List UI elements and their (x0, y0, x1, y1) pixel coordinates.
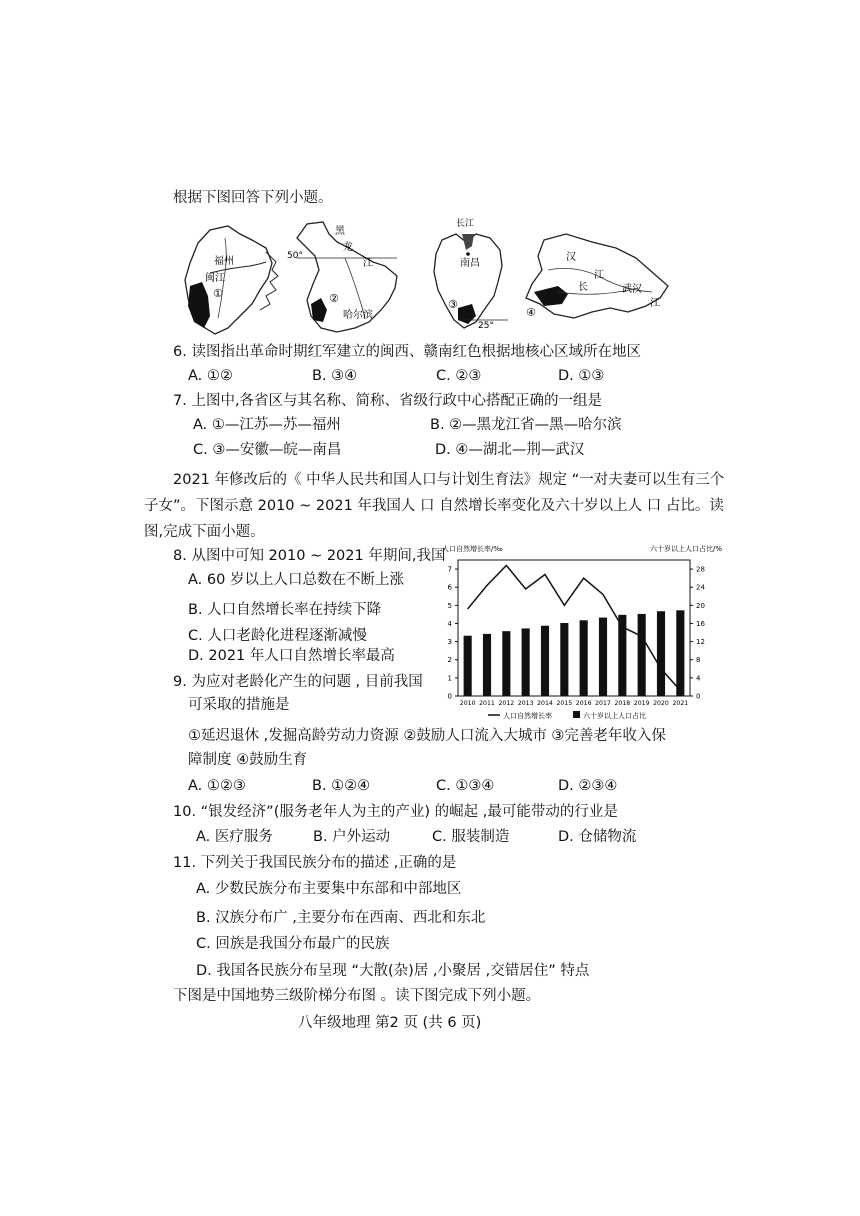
x-tick-label: 2010 (459, 700, 476, 707)
q6-option-b: B. ③④ (312, 368, 358, 384)
bar-2014 (541, 626, 549, 696)
q8-stem: 8. 从图中可知 2010 ~ 2021 年期间,我国 (173, 548, 446, 564)
q8-option-b: B. 人口自然增长率在持续下降 (188, 602, 382, 618)
q11-option-b: B. 汉族分布广 ,主要分布在西南、西北和东北 (196, 910, 486, 926)
q10-option-d: D. 仓储物流 (558, 829, 637, 845)
left-tick-label: 1 (447, 674, 452, 683)
x-tick-label: 2017 (595, 700, 611, 707)
bar-2021 (676, 610, 684, 696)
bar-2013 (522, 628, 530, 696)
x-tick-label: 2018 (614, 700, 631, 707)
left-tick-label: 2 (447, 656, 452, 665)
q9-option-a: A. ①②③ (188, 778, 246, 794)
chart-legend (488, 711, 646, 720)
q7-stem: 7. 上图中,各省区与其名称、简称、省级行政中心搭配正确的一组是 (173, 393, 603, 409)
right-tick-label: 12 (696, 638, 705, 647)
passage2-line1: 2021 年修改后的《 中华人民共和国人口与计划生育法》规定 “一对夫妻可以生有三个 (173, 472, 725, 488)
chart-legend-bar: 六十岁以上人口占比 (583, 712, 646, 720)
map2-jiang: 江 (363, 258, 373, 269)
map4-han: 汉 (566, 252, 576, 263)
left-tick-label: 3 (447, 638, 452, 647)
q8-option-a: A. 60 岁以上人口总数在不断上涨 (188, 572, 404, 588)
q8-option-d: D. 2021 年人口自然增长率最高 (188, 648, 395, 664)
left-tick-label: 4 (447, 619, 452, 628)
x-tick-label: 2013 (517, 700, 534, 707)
q9-option-d: D. ②③④ (558, 778, 618, 794)
q6-option-d: D. ①③ (558, 368, 605, 384)
q7-option-a: A. ①—江苏—苏—福州 (193, 417, 341, 433)
bar-2015 (560, 623, 568, 696)
q9-stem-2: 可采取的措施是 (188, 697, 290, 713)
right-tick-label: 24 (696, 583, 705, 592)
x-tick-label: 2014 (537, 700, 553, 707)
x-tick-label: 2016 (575, 700, 592, 707)
right-tick-label: 28 (696, 565, 705, 574)
x-tick-label: 2012 (498, 700, 515, 707)
bar-2020 (657, 611, 665, 696)
q11-stem: 11. 下列关于我国民族分布的描述 ,正确的是 (173, 855, 457, 871)
q7-option-b: B. ②—黑龙江省—黑—哈尔滨 (430, 417, 622, 433)
bar-2017 (599, 618, 607, 696)
q9-stem-1: 9. 为应对老龄化产生的问题 , 目前我国 (173, 674, 423, 690)
chart-plot-area (448, 560, 706, 707)
map1-num: ① (213, 287, 223, 300)
map-4 (518, 228, 678, 332)
left-tick-label: 5 (447, 601, 452, 610)
bar-2012 (502, 631, 510, 696)
x-tick-label: 2011 (479, 700, 495, 707)
map1-fuzhou: 福州 (214, 256, 234, 267)
map4-chang: 长 (578, 282, 588, 293)
next-question-intro: 下图是中国地势三级阶梯分布图 。读下图完成下列小题。 (173, 988, 541, 1004)
q11-option-a: A. 少数民族分布主要集中东部和中部地区 (196, 881, 462, 897)
bar-2011 (483, 634, 491, 696)
page-footer: 八年级地理 第2 页 (共 6 页) (298, 1015, 482, 1031)
map2-num: ② (329, 292, 339, 305)
map2-hei: 黑 (335, 226, 345, 237)
q7-option-d: D. ④—湖北—荆—武汉 (435, 442, 585, 458)
map-2 (285, 218, 410, 342)
chart-legend-line: 人口自然增长率 (503, 712, 552, 720)
map2-long: 龙 (343, 242, 353, 253)
map4-jiang2: 江 (650, 298, 660, 309)
intro-text: 根据下图回答下列小题。 (173, 190, 333, 206)
bar-2016 (580, 620, 588, 696)
right-tick-label: 0 (696, 692, 701, 701)
q9-option-c: C. ①③④ (436, 778, 495, 794)
population-chart (438, 540, 728, 724)
map-3 (428, 212, 518, 336)
right-tick-label: 20 (696, 601, 705, 610)
q8-option-c: C. 人口老龄化进程逐渐减慢 (188, 628, 367, 644)
growth-rate-line (468, 565, 681, 690)
right-tick-label: 16 (696, 619, 705, 628)
map3-nanchang: 南昌 (460, 258, 480, 269)
q10-option-a: A. 医疗服务 (196, 829, 273, 845)
map2-harbin: 哈尔滨 (343, 310, 373, 321)
q9-option-b: B. ①②④ (312, 778, 371, 794)
passage2-line2: 子女”。下图示意 2010 ~ 2021 年我国人 口 自然增长率变化及六十岁以上人 口 占比。读 (144, 498, 724, 514)
x-tick-label: 2019 (633, 700, 650, 707)
map1-minjiang: 闽江 (205, 273, 225, 284)
q7-option-c: C. ③—安徽—皖—南昌 (193, 442, 342, 458)
bar-2019 (638, 614, 646, 696)
chart-left-axis-label: 人口自然增长率/‰ (442, 545, 503, 553)
map2-lat: 50° (287, 251, 303, 261)
q11-option-d: D. 我国各民族分布呈现 “大散(杂)居 ,小聚居 ,交错居住” 特点 (196, 963, 590, 979)
map3-changjiang: 长江 (456, 219, 475, 229)
map4-wuhan: 武汉 (622, 284, 642, 295)
left-tick-label: 0 (447, 692, 452, 701)
q6-option-a: A. ①② (188, 368, 233, 384)
map3-lat: 25° (478, 321, 494, 331)
q6-option-c: C. ②③ (436, 368, 482, 384)
q9-choices-line1: ①延迟退休 ,发掘高龄劳动力资源 ②鼓励人口流入大城市 ③完善老年收入保 (188, 728, 666, 744)
q10-option-c: C. 服装制造 (432, 829, 510, 845)
q6-stem: 6. 读图指出革命时期红军建立的闽西、赣南红色根据地核心区域所在地区 (173, 344, 641, 360)
right-tick-label: 4 (696, 674, 701, 683)
x-tick-label: 2020 (653, 700, 669, 707)
map-1 (180, 218, 290, 342)
left-tick-label: 6 (447, 583, 452, 592)
q11-option-c: C. 回族是我国分布最广的民族 (196, 936, 390, 952)
bar-2010 (464, 636, 472, 696)
map4-jiang: 江 (594, 270, 604, 281)
chart-right-axis-label: 六十岁以上人口占比/% (649, 545, 722, 553)
x-tick-label: 2021 (672, 700, 689, 707)
q9-choices-line2: 障制度 ④鼓励生育 (188, 752, 308, 768)
map4-num: ④ (526, 306, 536, 319)
q10-option-b: B. 户外运动 (313, 829, 391, 845)
map3-num: ③ (448, 298, 458, 311)
passage2-line3: 图,完成下面小题。 (144, 524, 265, 540)
left-tick-label: 7 (447, 565, 452, 574)
q10-stem: 10. “银发经济”(服务老年人为主的产业) 的崛起 ,最可能带动的行业是 (173, 804, 618, 820)
x-tick-label: 2015 (556, 700, 573, 707)
right-tick-label: 8 (696, 656, 701, 665)
